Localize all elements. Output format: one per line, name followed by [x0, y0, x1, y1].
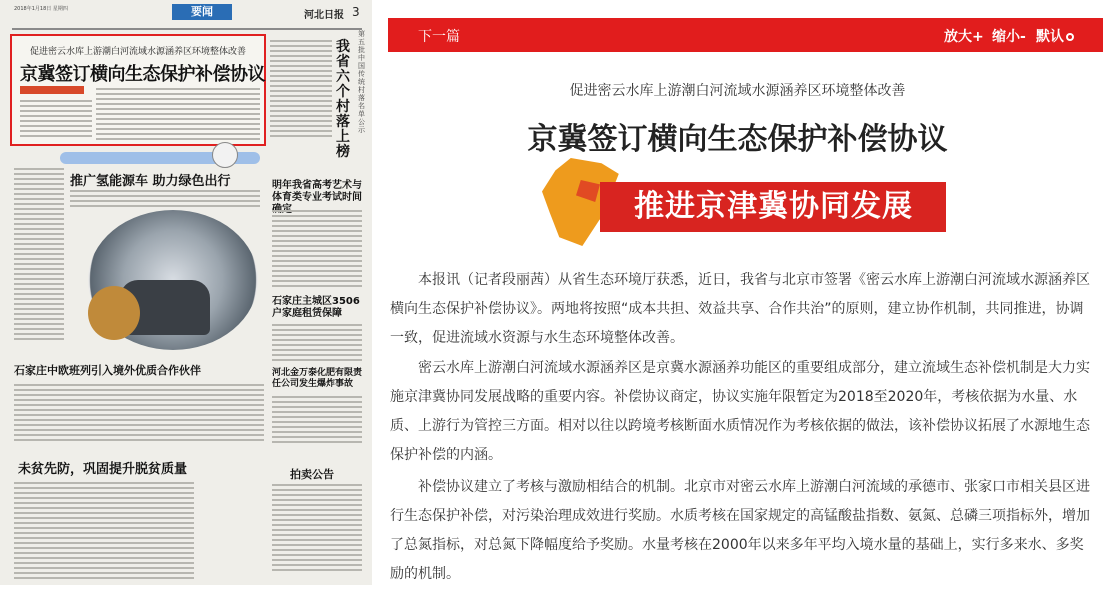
article-paragraph: 本报讯（记者段丽茜）从省生态环境厅获悉，近日，我省与北京市签署《密云水库上游潮白河流域水源涵养区横向生态保护补偿协议》。两地将按照“成本共担、效益共享、合作共治”的原则，建立协作机制，共同推进，协调一致，促进流域水资源与水生态环境整体改善。: [390, 272, 1090, 346]
article-reader: [372, 0, 1103, 585]
next-article-link[interactable]: 下一篇: [418, 29, 460, 45]
date-line: 2018年1月18日 星期四: [14, 6, 68, 12]
newspaper-masthead: [12, 4, 362, 30]
column-text: [270, 40, 332, 140]
newspaper-page-thumbnail[interactable]: [0, 0, 372, 585]
highlight-tag: [20, 86, 84, 94]
default-size-label: 默认: [1036, 29, 1064, 45]
headline-auction[interactable]: 拍卖公告: [290, 468, 334, 481]
zoom-out-button[interactable]: 缩小-: [992, 29, 1026, 45]
headline-poverty[interactable]: 未贫先防，巩固提升脱贫质量: [18, 462, 188, 477]
column-text-bottom-2: [14, 482, 194, 582]
article-subtitle: 促进密云水库上游潮白河流域水源涵养区环境整体改善: [569, 83, 906, 99]
highlight-text-lines: [96, 88, 260, 143]
column-text-bottom: [14, 384, 264, 444]
highlight-subtitle: 促进密云水库上游潮白河流域水源涵养区环境整体改善: [30, 47, 247, 57]
topic-badge-text: 推进京津冀协同发展: [600, 182, 946, 232]
paper-name: 河北日报: [304, 10, 344, 21]
article-toolbar: [388, 18, 1103, 52]
article-paragraph: 补偿协议建立了考核与激励相结合的机制。北京市对密云水库上游潮白河流域的承德市、张家口市相关县区进行生态保护补偿，对污染治理成效进行奖励。水质考核在国家规定的高锰酸盐指数、氨氮、总磷三项指标外，增加了总氮指标，对总氮下降幅度给予奖励。水量考核在2000年以来多年平均入境水量的基础上，实行多来水、多奖励的机制。: [390, 479, 1090, 582]
vertical-subheadline: 第五批中国传统村落名单公示: [358, 30, 365, 134]
column-text-right-3: [272, 396, 362, 446]
column-text-left: [14, 168, 64, 343]
headline-exam[interactable]: 明年我省高考艺术与体育类专业考试时间: [272, 180, 362, 203]
default-circle-icon: [1066, 33, 1074, 41]
headline-shijiazhuang[interactable]: 石家庄中欧班列引入境外优质合作伙伴: [14, 364, 201, 377]
column-text-mid: [70, 190, 260, 210]
headline-rent[interactable]: 石家庄主城区3506户家庭租赁保障: [272, 296, 360, 319]
default-size-button[interactable]: [1036, 26, 1074, 46]
vertical-headline[interactable]: 我省六个村落上榜: [336, 39, 350, 160]
headline-hydrogen-car[interactable]: 推广氢能源车 助力绿色出行: [70, 174, 231, 189]
selected-article-highlight[interactable]: [10, 34, 266, 146]
column-text-auction: [272, 484, 362, 574]
column-text-right: [272, 210, 362, 290]
car-photo-inset: [88, 286, 140, 340]
decorative-ball-icon: [212, 142, 238, 168]
section-label: 要闻: [172, 4, 232, 20]
article-paragraph: 密云水库上游潮白河流域水源涵养区是京冀水源涵养功能区的重要组成部分，建立流域生态补偿机制是大力实施京津冀协同发展战略的重要内容。补偿协议商定，协议实施年限暂定为2018至2020年，考核依据为水量、水质、上游行为管控三方面。相对以往以跨境考核断面水质情况作为考核依据的做法，该补偿协议拓展了水源地生态保护补偿的内涵。: [390, 360, 1090, 463]
topic-badge: [542, 158, 946, 252]
zoom-in-button[interactable]: 放大+: [944, 29, 984, 45]
column-text-right-2: [272, 324, 362, 364]
highlight-title: 京冀签订横向生态保护补偿协议: [20, 64, 265, 85]
article-title: 京冀签订横向生态保护补偿协议: [527, 122, 948, 157]
headline-accident[interactable]: 河北金万泰化肥有限责任公司发生爆炸事故: [272, 368, 363, 389]
page-number: 3: [352, 5, 360, 19]
highlight-text-lines-2: [20, 100, 92, 140]
